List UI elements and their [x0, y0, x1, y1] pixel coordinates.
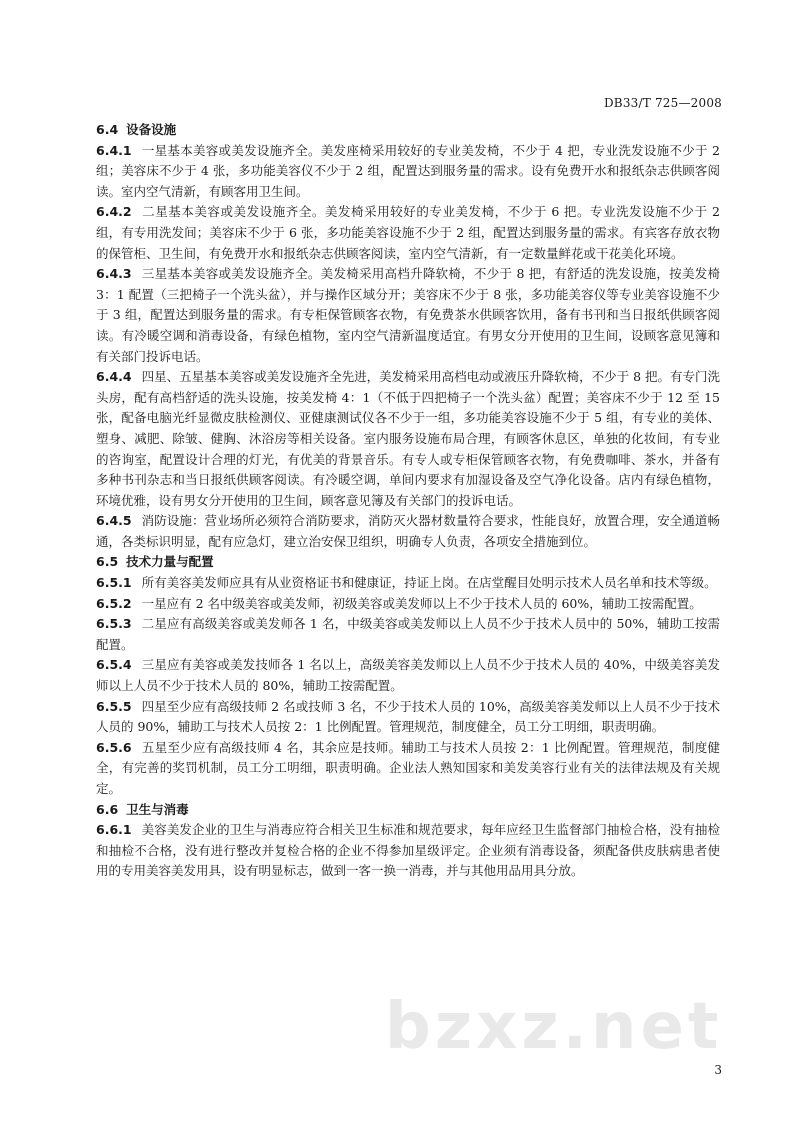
- section-heading-6-5: 6.5 技术力量与配置: [96, 554, 214, 570]
- clause-6-4-1: 6.4.1 一星基本美容或美发设施齐全。美发座椅采用较好的专业美发椅，不少于 4 把，专业洗发设施不少于 2 组；美容床不少于 4 张，多功能美容仪不少于 2 组，配置达到服务量的需求。设有免费开水和报纸杂志供顾客阅读。室内空气清新，有顾客用卫生间。: [96, 142, 720, 199]
- clause-6-5-3: 6.5.3 二星应有高级美容或美发师各 1 名，中级美容或美发师以上人员不少于技术人员中的 50%，辅助工按需配置。: [96, 616, 720, 652]
- clause-6-5-1: 6.5.1 所有美容美发师应具有从业资格证书和健康证，持证上岗。在店堂醒目处明示技术人员名单和技术等级。: [96, 575, 717, 591]
- clause-6-4-3: 6.4.3 三星基本美容或美发设施齐全。美发椅采用高档升降软椅，不少于 8 把，有舒适的洗发设施，按美发椅 3：1 配置（三把椅子一个洗头盆），并与操作区域分开；美容床不少于 8 张，多功能美容仪等专业美容设施不少于 3 组，配置达到服务量的需求。有专柜保管顾客衣物，有免费茶水供顾客饮用，备有书刊和当日报纸供顾客阅读。有冷暖空调和消毒设备，有绿色植物，室内空气清新温度适宜。有男女分开使用的卫生间，设顾客意见簿和有关部门投诉电话。: [96, 266, 720, 364]
- watermark: bzxz.net: [385, 990, 723, 1064]
- clause-6-4-2: 6.4.2 二星基本美容或美发设施齐全。美发椅采用较好的专业美发椅，不少于 6 把。专业洗发设施不少于 2 组，有专用洗发间；美容床不少于 6 张，多功能美容设施不少于 2 组，配置达到服务量的需求。有宾客存放衣物的保管柜、卫生间，有免费开水和报纸杂志供顾客阅读，室内空气清新，有一定数量鲜花或干花美化环境。: [96, 204, 720, 261]
- section-heading-6-4: 6.4 设备设施: [96, 122, 177, 137]
- clause-6-5-5: 6.5.5 四星至少应有高级技师 2 名或技师 3 名，不少于技术人员的 10%，高级美容美发师以上人员不少于技术人员的 90%，辅助工与技术人员按 2：1 比例配置。管理规范，制度健全，员工分工明细，职责明确。: [96, 698, 720, 735]
- clause-6-5-4: 6.5.4 三星应有美容或美发技师各 1 名以上，高级美容美发师以上人员不少于技术人员的 40%，中级美容美发师以上人员不少于技术人员的 80%，辅助工按需配置。: [96, 657, 720, 694]
- clause-6-4-5: 6.4.5 消防设施：营业场所必须符合消防要求，消防灭火器材数量符合要求，性能良好，放置合理，安全通道畅通，各类标识明显，配有应急灯，建立治安保卫组织，明确专人负责，各项安全措施到位。: [96, 513, 720, 549]
- page-number: 3: [714, 1063, 722, 1077]
- clause-6-5-2: 6.5.2 一星应有 2 名中级美容或美发师，初级美容或美发师以上不少于技术人员的 60%，辅助工按需配置。: [96, 595, 702, 611]
- document-code: DB33/T 725—2008: [603, 96, 722, 110]
- section-heading-6-6: 6.6 卫生与消毒: [96, 801, 189, 817]
- document-body: [96, 120, 720, 882]
- clause-6-6-1: 6.6.1 美容美发企业的卫生与消毒应符合相关卫生标准和规范要求，每年应经卫生监督部门抽检合格，没有抽检和抽检不合格，没有进行整改并复检合格的企业不得参加星级评定。企业须有消毒设备，须配备供皮肤病患者使用的专用美容美发用具，设有明显标志，做到一客一换一消毒，并与其他用品用具分放。: [96, 822, 720, 879]
- clause-6-5-6: 6.5.6 五星至少应有高级技师 4 名，其余应是技师。辅助工与技术人员按 2：1 比例配置。管理规范，制度健全，有完善的奖罚机制，员工分工明细，职责明确。企业法人熟知国家和美发美容行业有关的法律法规及有关规定。: [96, 739, 720, 796]
- clause-6-4-4: 6.4.4 四星、五星基本美容或美发设施齐全先进，美发椅采用高档电动或液压升降软椅，不少于 8 把。有专门洗头房，配有高档舒适的洗头设施，按美发椅 4：1（不低于四把椅子一个洗头盆）配置；美容床不少于 12 至 15 张，配备电脑光纤显微皮肤检测仪、亚健康测试仪各不少于一组，多功能美容设施不少于 5 组，有专业的美体、塑身、减肥、除皱、健胸、沐浴房等相关设备。室内服务设施布局合理，有顾客休息区，单独的化妆间，有专业的咨询室，配置设计合理的灯光，有优美的背景音乐。有专人或专柜保管顾客衣物，有免费咖啡、茶水，并备有多种书刊杂志和当日报纸供顾客阅读。有冷暖空调，单间内要求有加湿设备及空气净化设备。店内有绿色植物，环境优雅，设有男女分开使用的卫生间，顾客意见簿及有关部门的投诉电话。: [96, 369, 720, 508]
